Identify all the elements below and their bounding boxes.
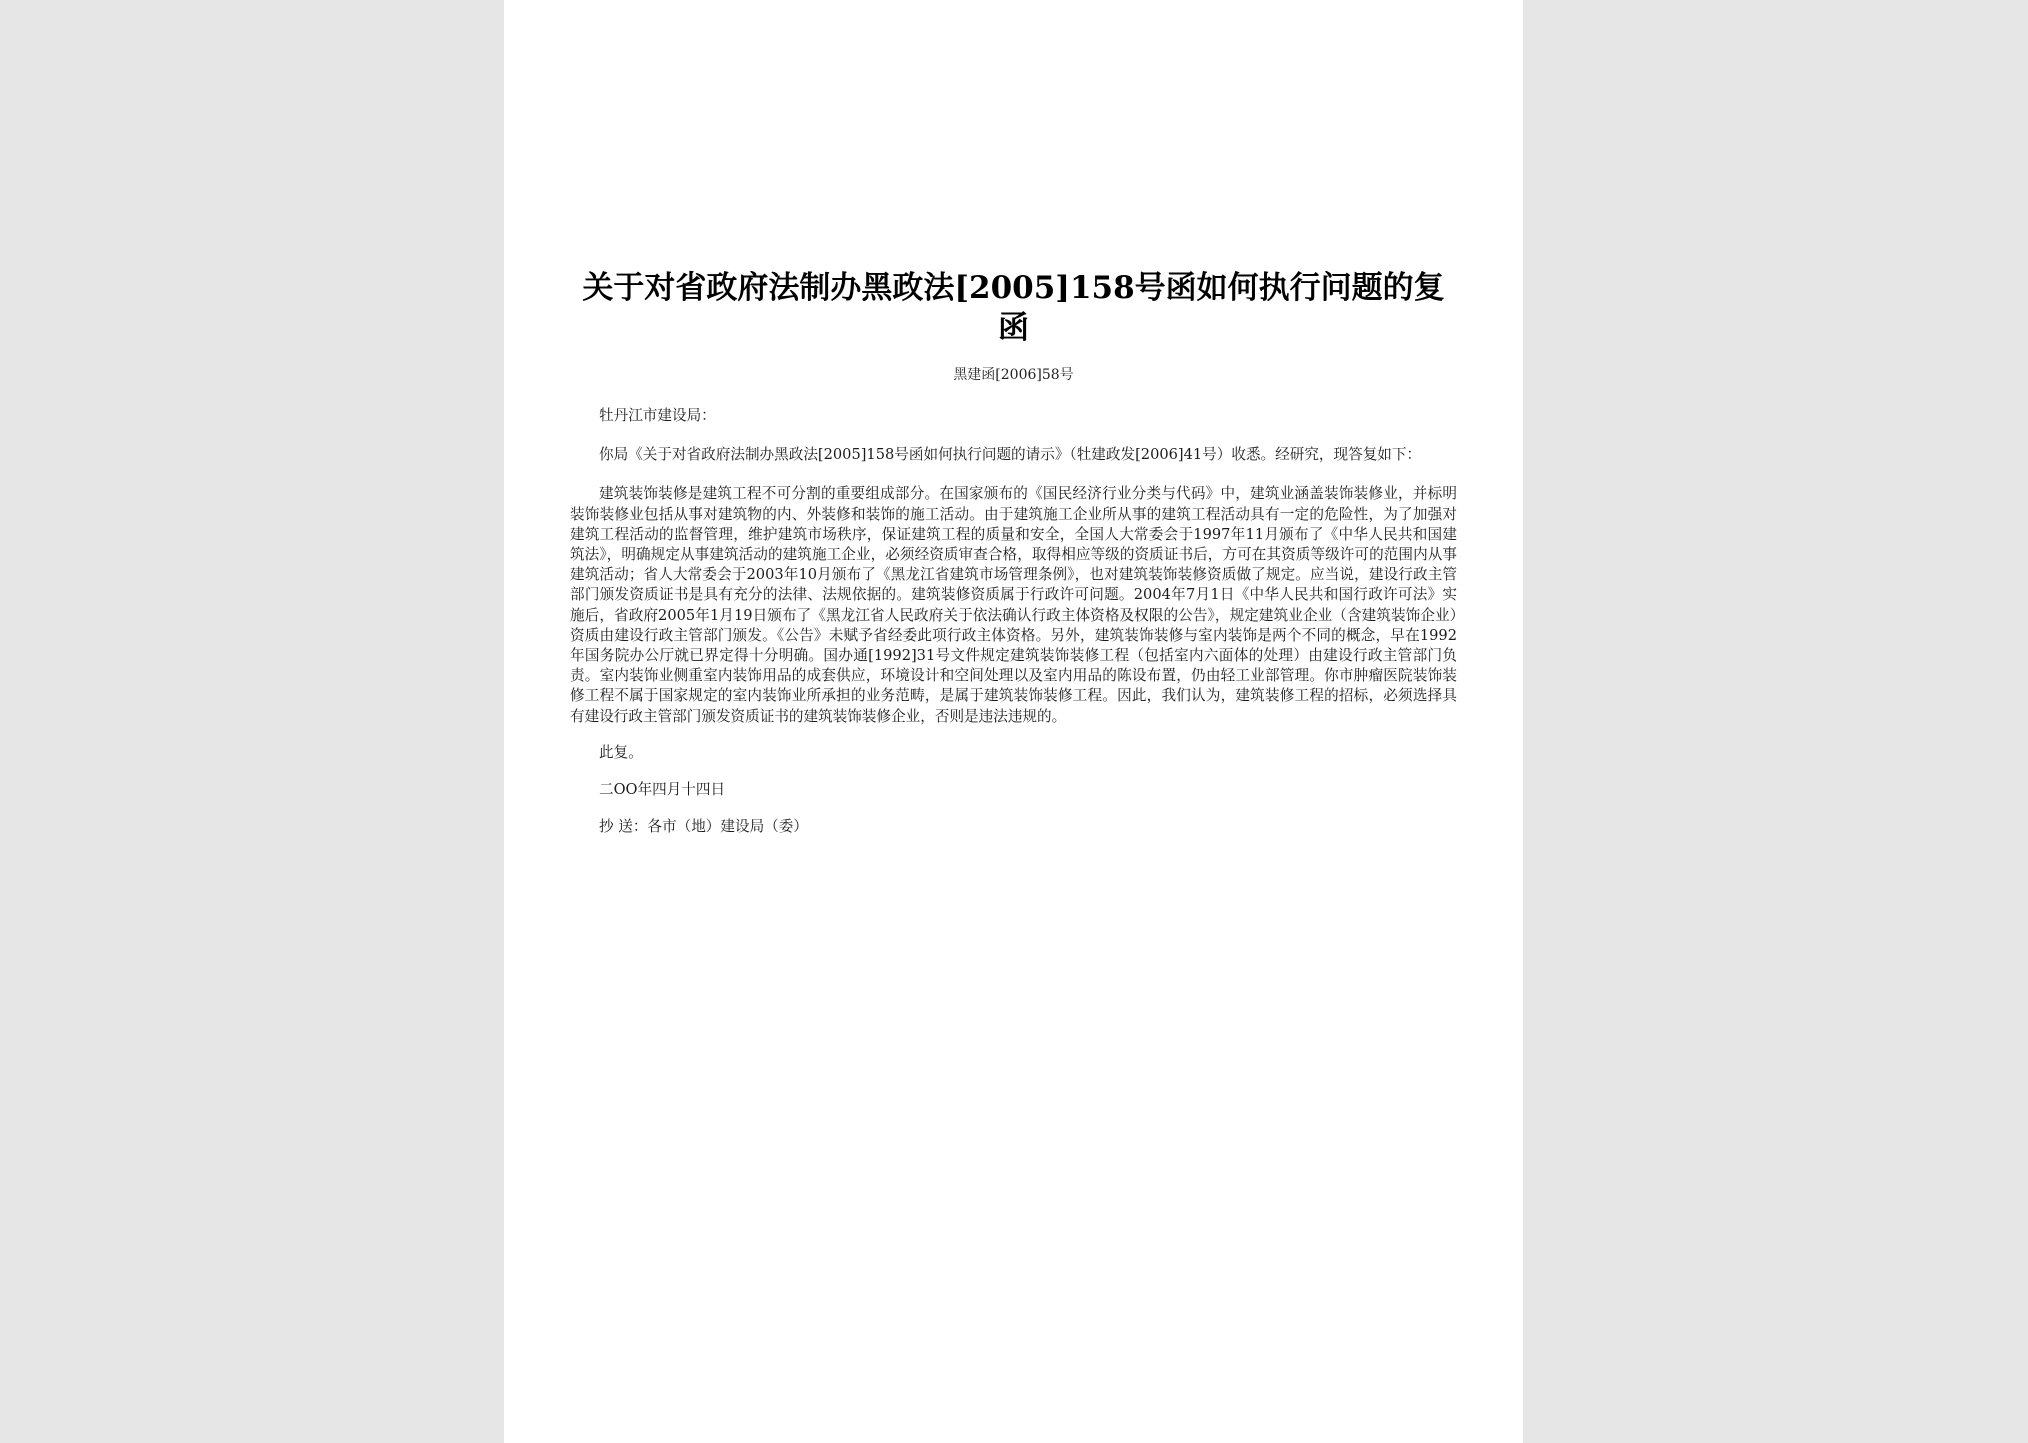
paragraph-reply-intro: 你局《关于对省政府法制办黑政法[2005]158号函如何执行问题的请示》（牡建政发[2006]41号）收悉。经研究，现答复如下： — [599, 446, 1422, 464]
salutation: 牡丹江市建设局： — [599, 407, 716, 424]
closing-line: 此复。 — [599, 743, 643, 761]
document-page — [504, 0, 1523, 1443]
carbon-copy-line: 抄 送：各市（地）建设局（委） — [599, 818, 808, 836]
paragraph-main-body: 建筑装饰装修是建筑工程不可分割的重要组成部分。在国家颁布的《国民经济行业分类与代码》中，建筑业涵盖装饰装修业，并标明装饰装修业包括从事对建筑物的内、外装修和装饰的施工活动。由于建筑施工企业所从事的建筑工程活动具有一定的危险性，为了加强对建筑工程活动的监督管理，维护建筑市场秩序，保证建筑工程的质量和安全，全国人大常委会于1997年11月颁布了《中华人民共和国建筑法》，明确规定从事建筑活动的建筑施工企业，必须经资质审查合格，取得相应等级的资质证书后，方可在其资质等级许可的范围内从事建筑活动；省人大常委会于2003年10月颁布了《黑龙江省建筑市场管理条例》，也对建筑装饰装修资质做了规定。应当说，建设行政主管部门颁发资质证书是具有充分的法律、法规依据的。建筑装修资质属于行政许可问题。2004年7月1日《中华人民共和国行政许可法》实施后，省政府2005年1月19日颁布了《黑龙江省人民政府关于依法确认行政主体资格及权限的公告》，规定建筑业企业（含建筑装饰企业）资质由建设行政主管部门颁发。《公告》未赋予省经委此项行政主体资格。另外，建筑装饰装修与室内装饰是两个不同的概念，早在1992年国务院办公厅就已界定得十分明确。国办通[1992]31号文件规定建筑装饰装修工程（包括室内六面体的处理）由建设行政主管部门负责。室内装饰业侧重室内装饰用品的成套供应，环境设计和空间处理以及室内用品的陈设布置，仍由轻工业部管理。你市肿瘤医院装饰装修工程不属于国家规定的室内装饰业所承担的业务范畴，是属于建筑装饰装修工程。因此，我们认为，建筑装修工程的招标，必须选择具有建设行政主管部门颁发资质证书的建筑装饰装修企业，否则是违法违规的。 — [570, 485, 1457, 725]
document-date: 二OO年四月十四日 — [599, 781, 726, 799]
document-number: 黑建函[2006]58号 — [953, 367, 1074, 383]
document-title: 关于对省政府法制办黑政法[2005]158号函如何执行问题的复函 — [582, 270, 1445, 346]
